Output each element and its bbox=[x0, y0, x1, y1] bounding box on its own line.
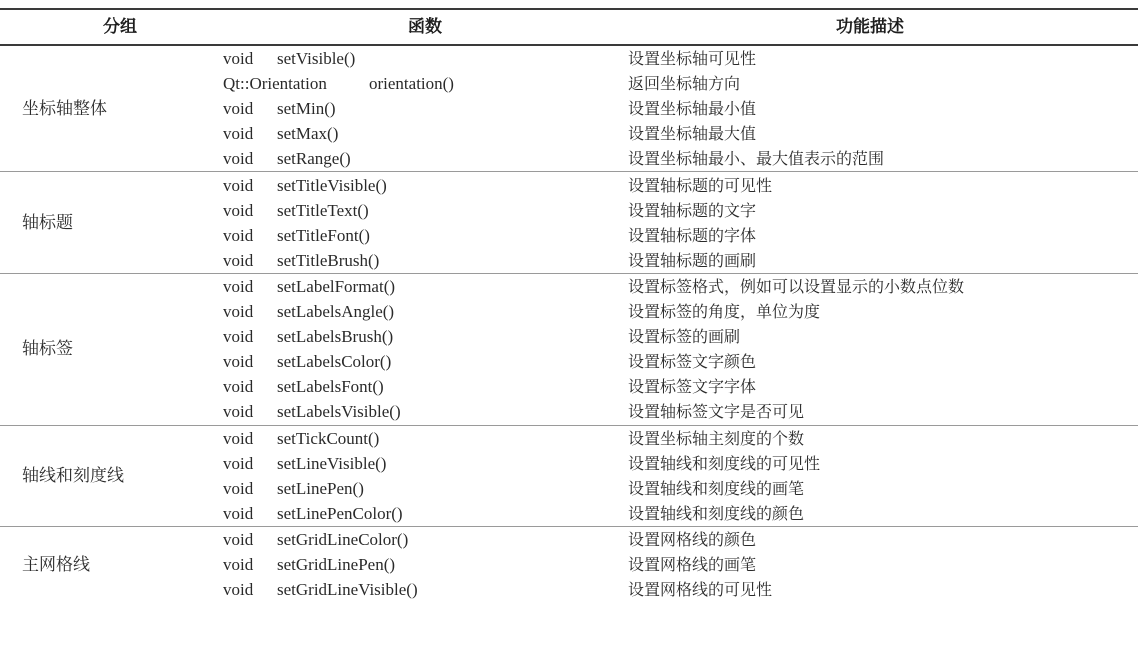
function-name: setLinePen() bbox=[277, 478, 364, 498]
table-row bbox=[0, 46, 1138, 71]
function-description: 设置轴标题的画刷 bbox=[628, 250, 757, 270]
function-description: 设置坐标轴最小值 bbox=[628, 99, 757, 119]
return-type: void bbox=[223, 402, 254, 422]
return-type: void bbox=[223, 99, 254, 119]
return-type: void bbox=[223, 529, 254, 549]
table-row bbox=[0, 146, 1138, 171]
return-type: void bbox=[223, 555, 254, 574]
function-description: 设置网格线的可见性 bbox=[628, 580, 773, 600]
table-row bbox=[0, 248, 1138, 273]
function-description: 设置轴标题的文字 bbox=[628, 200, 757, 220]
table-row bbox=[0, 173, 1138, 198]
table-row bbox=[0, 552, 1138, 577]
function-name: setGridLineColor() bbox=[277, 529, 409, 549]
function-name: setLinePenColor() bbox=[277, 503, 403, 523]
function-name: setVisible() bbox=[277, 49, 356, 68]
return-type: void bbox=[223, 225, 254, 245]
table-row bbox=[0, 374, 1138, 399]
function-description: 设置坐标轴最大值 bbox=[628, 124, 757, 144]
function-description: 设置坐标轴可见性 bbox=[628, 49, 757, 68]
table-row bbox=[0, 324, 1138, 349]
group-label: 主网格线 bbox=[22, 554, 90, 575]
function-name: setTickCount() bbox=[277, 428, 380, 448]
table-row bbox=[0, 527, 1138, 552]
table-row bbox=[0, 96, 1138, 121]
table-row bbox=[0, 501, 1138, 526]
function-description: 设置网格线的颜色 bbox=[628, 529, 757, 549]
function-description: 设置标签文字字体 bbox=[628, 377, 757, 397]
function-description: 设置轴线和刻度线的可见性 bbox=[628, 453, 821, 473]
return-type: void bbox=[223, 49, 254, 68]
return-type: void bbox=[223, 149, 254, 169]
return-type: void bbox=[223, 124, 254, 144]
group-label: 坐标轴整体 bbox=[22, 98, 107, 119]
group-label: 轴标签 bbox=[22, 339, 73, 360]
function-description: 设置轴标题的字体 bbox=[628, 225, 757, 245]
function-name: setMin() bbox=[277, 99, 336, 119]
return-type: void bbox=[223, 428, 254, 448]
table-row bbox=[0, 274, 1138, 299]
function-name: setGridLineVisible() bbox=[277, 580, 418, 600]
function-description: 设置标签文字颜色 bbox=[628, 352, 757, 372]
function-name: setRange() bbox=[277, 149, 351, 169]
table-row bbox=[0, 349, 1138, 374]
return-type: void bbox=[223, 503, 254, 523]
function-name: setLineVisible() bbox=[277, 453, 387, 473]
function-description: 设置轴线和刻度线的画笔 bbox=[628, 478, 805, 498]
table-row bbox=[0, 223, 1138, 248]
return-type: void bbox=[223, 302, 254, 321]
function-name: setTitleVisible() bbox=[277, 175, 387, 195]
table-row bbox=[0, 121, 1138, 146]
function-name: setLabelsFont() bbox=[277, 377, 384, 397]
function-description: 设置轴标题的可见性 bbox=[628, 175, 773, 195]
table-row bbox=[0, 198, 1138, 223]
table-row bbox=[0, 299, 1138, 324]
header-description: 功能描述 bbox=[836, 17, 904, 37]
return-type: void bbox=[223, 580, 254, 600]
function-name: setLabelsVisible() bbox=[277, 402, 401, 422]
table-row bbox=[0, 399, 1138, 424]
function-name: setGridLinePen() bbox=[277, 555, 396, 574]
function-name: orientation() bbox=[369, 74, 454, 94]
header-group: 分组 bbox=[103, 17, 137, 37]
return-type: Qt::Orientation bbox=[223, 74, 327, 94]
return-type: void bbox=[223, 200, 254, 220]
table-row bbox=[0, 426, 1138, 451]
function-description: 设置坐标轴最小、最大值表示的范围 bbox=[628, 149, 885, 169]
return-type: void bbox=[223, 175, 254, 195]
group-label: 轴线和刻度线 bbox=[22, 465, 124, 486]
function-name: setLabelsColor() bbox=[277, 352, 392, 372]
function-description: 返回坐标轴方向 bbox=[628, 74, 741, 94]
function-name: setMax() bbox=[277, 124, 339, 144]
function-name: setTitleText() bbox=[277, 200, 369, 220]
function-name: setTitleBrush() bbox=[277, 250, 380, 270]
function-name: setLabelsAngle() bbox=[277, 302, 395, 321]
group-label: 轴标题 bbox=[22, 212, 73, 233]
header-function: 函数 bbox=[408, 17, 442, 37]
return-type: void bbox=[223, 377, 254, 397]
function-description: 设置标签的角度，单位为度 bbox=[628, 302, 821, 321]
function-description: 设置轴标签文字是否可见 bbox=[628, 402, 805, 422]
table-row bbox=[0, 476, 1138, 501]
function-description: 设置轴线和刻度线的颜色 bbox=[628, 503, 805, 523]
return-type: void bbox=[223, 250, 254, 270]
table-row bbox=[0, 71, 1138, 96]
return-type: void bbox=[223, 478, 254, 498]
return-type: void bbox=[223, 276, 254, 296]
table-row bbox=[0, 577, 1138, 602]
function-description: 设置坐标轴主刻度的个数 bbox=[628, 428, 805, 448]
return-type: void bbox=[223, 327, 254, 347]
function-description: 设置标签格式，例如可以设置显示的小数点位数 bbox=[628, 276, 965, 296]
return-type: void bbox=[223, 453, 254, 473]
return-type: void bbox=[223, 352, 254, 372]
function-name: setLabelFormat() bbox=[277, 276, 396, 296]
function-name: setLabelsBrush() bbox=[277, 327, 394, 347]
function-description: 设置标签的画刷 bbox=[628, 327, 741, 347]
function-description: 设置网格线的画笔 bbox=[628, 555, 757, 574]
table-row bbox=[0, 451, 1138, 476]
function-name: setTitleFont() bbox=[277, 225, 370, 245]
